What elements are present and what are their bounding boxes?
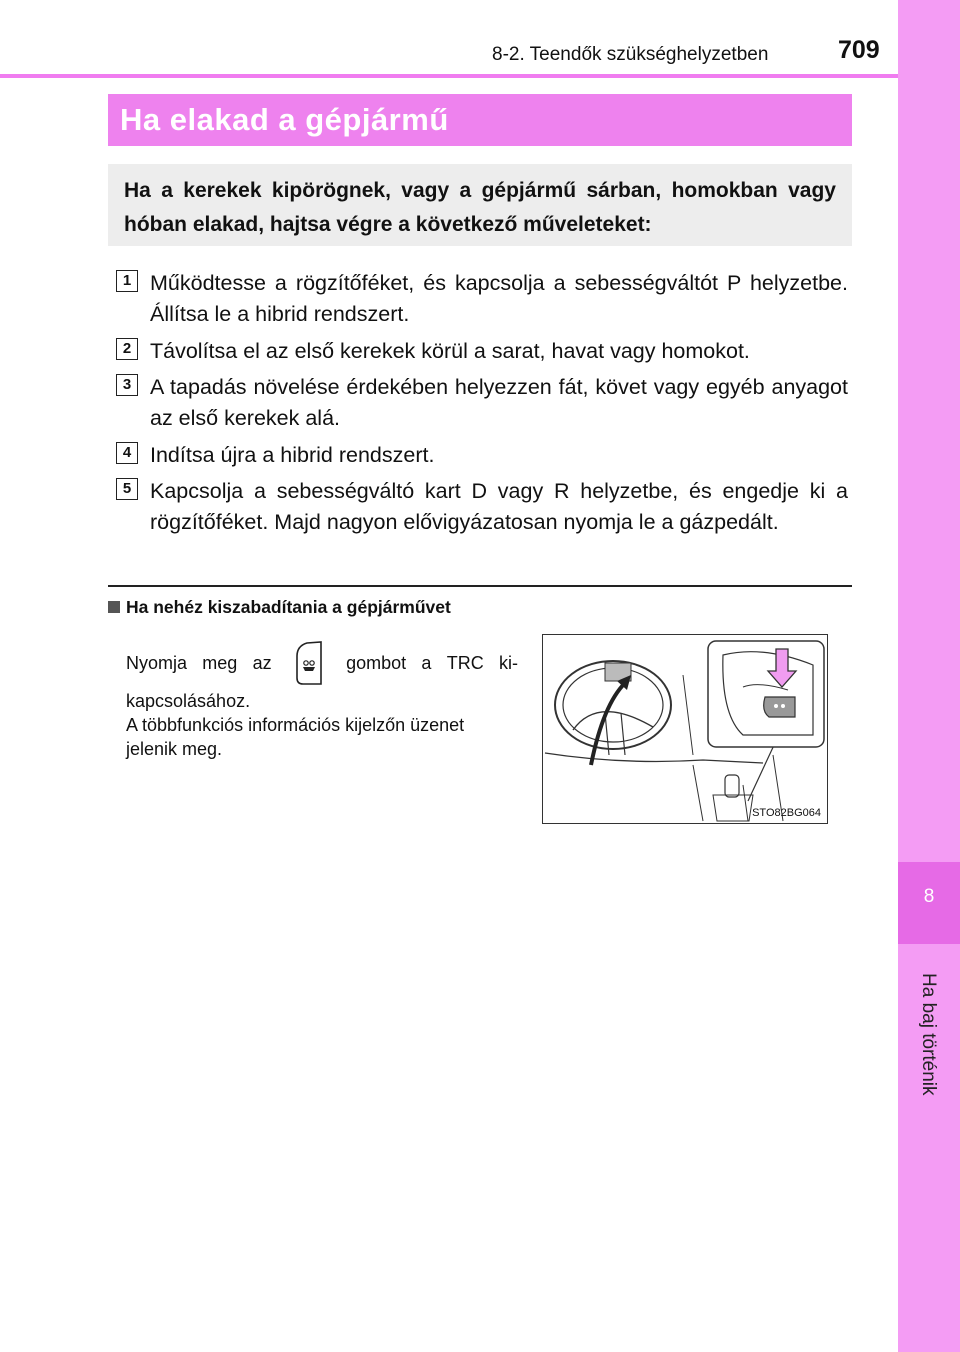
step-text: Kapcsolja a sebességváltó kart D vagy R helyzetbe, és engedje ki a rögzítőféket. Majd nagyon elővigyázatosan nyomja le a gázpedált. (150, 479, 848, 534)
page-number: 709 (838, 36, 880, 64)
steering-wheel-illustration (543, 635, 827, 823)
square-bullet-icon (108, 601, 120, 613)
sub-body-line-2: kapcsolásához. (126, 691, 251, 711)
trc-off-button-icon (295, 640, 323, 686)
step-text: Távolítsa el az első kerekek körül a sarat, havat vagy homokot. (150, 339, 750, 363)
figure-code: STO82BG064 (752, 807, 821, 819)
sub-heading (108, 597, 451, 618)
side-tab-chapter-number: 8 (898, 862, 960, 944)
intro-text: Ha a kerekek kipörögnek, vagy a gépjármű sárban, homokban vagy hóban elakad, hajtsa végre a következő műveleteket: (124, 179, 836, 236)
intro-box (108, 164, 852, 246)
section-title: Ha elakad a gépjármű (120, 102, 449, 137)
sub-heading-text: Ha nehéz kiszabadítania a gépjárművet (126, 597, 451, 617)
step-number: 5 (116, 478, 138, 500)
step-number: 4 (116, 442, 138, 464)
side-tab-label: Ha baj történik (918, 973, 939, 1096)
sub-body-note: A többfunkciós információs kijelzőn üzenet jelenik meg. (126, 715, 465, 759)
sub-body-line-1: Nyomja meg az gombot a TRC ki- (126, 648, 518, 678)
step-text: Működtesse a rögzítőféket, és kapcsolja a sebességváltót P helyzetbe. Állítsa le a hibrid rendszert. (150, 271, 848, 326)
sub-body (126, 648, 518, 716)
step-text: Indítsa újra a hibrid rendszert. (150, 443, 435, 467)
side-tab (898, 0, 960, 862)
step-text: A tapadás növelése érdekében helyezzen fát, követ vagy egyéb anyagot az első kerekek alá. (150, 375, 848, 430)
dashboard-illustration (542, 634, 828, 824)
step-number: 1 (116, 270, 138, 292)
header-rule (0, 74, 898, 78)
section-divider (108, 585, 852, 587)
section-title-bar (108, 94, 852, 146)
step-number: 2 (116, 338, 138, 360)
chapter-header: 8-2. Teendők szükséghelyzetben (492, 44, 769, 65)
step-number: 3 (116, 374, 138, 396)
